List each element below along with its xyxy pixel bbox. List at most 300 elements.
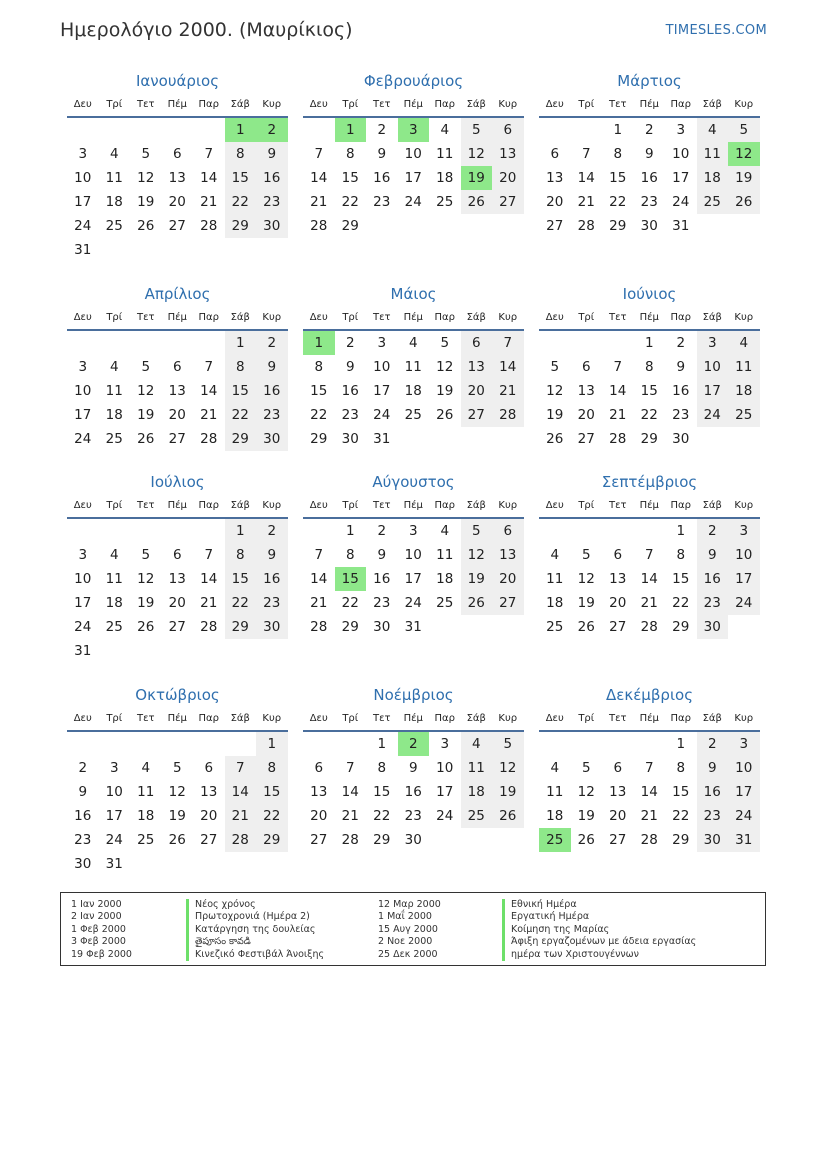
day-cell: 22 <box>609 194 627 210</box>
day-cell: 20 <box>609 595 627 611</box>
day-cell: 20 <box>609 808 627 824</box>
day-cell: 4 <box>141 760 151 776</box>
weekday-label: Σάβ <box>230 713 250 724</box>
empty-cell <box>162 732 194 756</box>
day-cell: 31 <box>728 828 760 852</box>
day-cell: 21 <box>225 804 257 828</box>
day-cell: 18 <box>105 595 123 611</box>
empty-cell <box>99 519 131 543</box>
day-cell: 1 <box>613 122 623 138</box>
day-cell: 28 <box>225 828 257 852</box>
month-name: Ιούλιος <box>150 473 205 491</box>
day-cell: 24 <box>404 194 422 210</box>
day-cell: 6 <box>492 118 524 142</box>
empty-cell <box>99 732 131 756</box>
day-cell: 27 <box>200 832 218 848</box>
day-cell: 5 <box>141 146 151 162</box>
day-cell: 28 <box>609 431 627 447</box>
day-cell: 27 <box>577 431 595 447</box>
day-cell: 6 <box>314 760 324 776</box>
day-cell: 30 <box>373 619 391 635</box>
day-cell: 4 <box>550 760 560 776</box>
weekday-label: Τρί <box>342 713 359 724</box>
day-cell: 6 <box>581 359 591 375</box>
month-name: Απρίλιος <box>144 285 211 303</box>
day-grid <box>67 331 288 451</box>
day-cell: 30 <box>640 218 658 234</box>
day-cell: 26 <box>492 804 524 828</box>
day-cell: 19 <box>577 595 595 611</box>
day-cell: 5 <box>581 760 591 776</box>
empty-cell <box>539 519 571 543</box>
day-cell: 26 <box>577 619 595 635</box>
day-cell: 25 <box>137 832 155 848</box>
day-cell: 25 <box>546 619 564 635</box>
holiday-dates-col-2 <box>378 899 441 961</box>
day-cell: 11 <box>546 784 564 800</box>
day-cell: 31 <box>105 856 123 872</box>
holiday-date: 1 Μαΐ 2000 <box>378 911 432 923</box>
weekday-label: Παρ <box>670 312 691 323</box>
day-cell: 2 <box>78 760 88 776</box>
day-cell: 19 <box>546 407 564 423</box>
day-cell: 9 <box>408 760 418 776</box>
weekday-header <box>539 493 760 519</box>
weekday-label: Τετ <box>136 99 155 110</box>
month-block <box>539 70 760 238</box>
day-cell: 24 <box>728 804 760 828</box>
day-cell: 12 <box>436 359 454 375</box>
day-cell: 9 <box>256 142 288 166</box>
day-cell: 13 <box>168 571 186 587</box>
weekday-label: Κυρ <box>262 312 282 323</box>
day-cell: 4 <box>728 331 760 355</box>
weekday-label: Τετ <box>136 713 155 724</box>
day-cell: 31 <box>373 431 391 447</box>
day-cell: 22 <box>341 194 359 210</box>
day-cell: 5 <box>728 118 760 142</box>
weekday-label: Τετ <box>372 500 391 511</box>
day-grid <box>539 331 760 451</box>
day-cell: 28 <box>577 218 595 234</box>
holiday-name: Κατάργηση της δουλείας <box>186 924 324 936</box>
weekday-label: Τετ <box>608 99 627 110</box>
day-cell: 20 <box>168 407 186 423</box>
day-cell: 28 <box>310 218 328 234</box>
weekday-label: Κυρ <box>734 713 754 724</box>
day-cell: 8 <box>345 146 355 162</box>
day-cell: 5 <box>492 732 524 756</box>
day-cell: 22 <box>256 804 288 828</box>
month-name: Νοέμβριος <box>373 686 454 704</box>
day-cell: 14 <box>640 571 658 587</box>
day-cell: 9 <box>676 359 686 375</box>
weekday-label: Σάβ <box>702 500 722 511</box>
day-cell: 28 <box>200 431 218 447</box>
weekday-label: Κυρ <box>734 312 754 323</box>
day-cell: 10 <box>404 547 422 563</box>
day-cell: 24 <box>697 403 729 427</box>
day-cell: 2 <box>676 335 686 351</box>
day-cell: 12 <box>461 543 493 567</box>
day-cell: 11 <box>436 547 454 563</box>
weekday-label: Τετ <box>136 500 155 511</box>
day-cell: 30 <box>697 828 729 852</box>
weekday-label: Τρί <box>342 312 359 323</box>
day-cell: 9 <box>377 547 387 563</box>
day-cell: 23 <box>640 194 658 210</box>
day-cell: 9 <box>697 543 729 567</box>
weekday-label: Σάβ <box>466 713 486 724</box>
day-cell: 29 <box>341 218 359 234</box>
day-cell: 26 <box>168 832 186 848</box>
day-cell: 25 <box>436 194 454 210</box>
weekday-label: Πέμ <box>167 99 187 110</box>
day-cell: 8 <box>225 355 257 379</box>
day-cell: 6 <box>204 760 214 776</box>
day-cell: 18 <box>697 166 729 190</box>
day-grid <box>67 519 288 663</box>
holiday-day-cell: 3 <box>398 118 430 142</box>
weekday-label: Σάβ <box>230 99 250 110</box>
weekday-label: Πέμ <box>403 500 423 511</box>
weekday-label: Παρ <box>670 99 691 110</box>
day-cell: 24 <box>404 595 422 611</box>
day-cell: 6 <box>613 760 623 776</box>
weekday-label: Σάβ <box>702 312 722 323</box>
month-name: Αύγουστος <box>372 473 455 491</box>
day-cell: 17 <box>373 383 391 399</box>
holiday-date: 2 Ιαν 2000 <box>71 911 122 923</box>
day-cell: 30 <box>697 615 729 639</box>
day-grid <box>303 732 524 852</box>
day-cell: 14 <box>200 571 218 587</box>
day-cell: 27 <box>492 190 524 214</box>
day-cell: 30 <box>672 431 690 447</box>
weekday-label: Πέμ <box>639 713 659 724</box>
day-cell: 14 <box>200 383 218 399</box>
empty-cell <box>303 732 335 756</box>
day-cell: 16 <box>697 567 729 591</box>
day-cell: 14 <box>577 170 595 186</box>
day-cell: 3 <box>78 146 88 162</box>
day-cell: 25 <box>404 407 422 423</box>
day-cell: 29 <box>225 214 257 238</box>
day-cell: 23 <box>373 595 391 611</box>
day-cell: 7 <box>225 756 257 780</box>
day-cell: 23 <box>672 407 690 423</box>
day-cell: 7 <box>314 547 324 563</box>
weekday-label: Τετ <box>372 312 391 323</box>
holiday-date: 3 Φεβ 2000 <box>71 936 126 948</box>
day-cell: 15 <box>640 383 658 399</box>
holiday-name: తైపూసం కావడి <box>186 936 324 948</box>
day-cell: 18 <box>728 379 760 403</box>
empty-cell <box>634 519 666 543</box>
day-cell: 4 <box>440 122 450 138</box>
day-cell: 29 <box>640 431 658 447</box>
day-cell: 18 <box>404 383 422 399</box>
holiday-date: 12 Μαρ 2000 <box>378 899 441 910</box>
day-cell: 16 <box>373 170 391 186</box>
day-cell: 25 <box>461 804 493 828</box>
day-cell: 12 <box>461 142 493 166</box>
day-cell: 28 <box>341 832 359 848</box>
month-block <box>539 471 760 639</box>
day-cell: 25 <box>105 218 123 234</box>
day-cell: 13 <box>168 170 186 186</box>
weekday-header <box>67 305 288 331</box>
day-cell: 4 <box>550 547 560 563</box>
weekday-label: Κυρ <box>262 500 282 511</box>
day-cell: 1 <box>676 523 686 539</box>
day-cell: 11 <box>461 756 493 780</box>
day-cell: 4 <box>109 359 119 375</box>
day-cell: 10 <box>373 359 391 375</box>
day-cell: 14 <box>341 784 359 800</box>
day-cell: 13 <box>609 784 627 800</box>
day-cell: 19 <box>137 194 155 210</box>
weekday-label: Παρ <box>434 99 455 110</box>
day-cell: 16 <box>256 166 288 190</box>
day-cell: 22 <box>672 808 690 824</box>
weekday-label: Πέμ <box>167 500 187 511</box>
day-cell: 1 <box>256 732 288 756</box>
day-cell: 21 <box>609 407 627 423</box>
empty-cell <box>130 519 162 543</box>
day-cell: 13 <box>546 170 564 186</box>
weekday-label: Τετ <box>372 99 391 110</box>
day-cell: 25 <box>105 619 123 635</box>
day-cell: 21 <box>640 595 658 611</box>
day-cell: 8 <box>676 760 686 776</box>
day-cell: 18 <box>436 170 454 186</box>
empty-cell <box>539 118 571 142</box>
weekday-header <box>303 92 524 118</box>
holiday-day-cell: 1 <box>335 118 367 142</box>
day-cell: 25 <box>697 190 729 214</box>
weekday-label: Τρί <box>578 99 595 110</box>
empty-cell <box>335 732 367 756</box>
day-cell: 18 <box>105 194 123 210</box>
month-name: Οκτώβριος <box>135 686 220 704</box>
day-cell: 20 <box>577 407 595 423</box>
empty-cell <box>193 118 225 142</box>
month-name: Μάιος <box>390 285 437 303</box>
day-cell: 14 <box>310 170 328 186</box>
day-cell: 19 <box>461 567 493 591</box>
empty-cell <box>602 519 634 543</box>
weekday-label: Πέμ <box>639 99 659 110</box>
day-cell: 24 <box>74 218 92 234</box>
weekday-label: Δευ <box>73 99 92 110</box>
day-cell: 22 <box>225 591 257 615</box>
holiday-name: Εργατική Ημέρα <box>502 911 696 923</box>
day-cell: 22 <box>373 808 391 824</box>
day-cell: 17 <box>74 595 92 611</box>
day-cell: 3 <box>408 523 418 539</box>
holiday-names-col-2 <box>502 899 696 961</box>
day-cell: 10 <box>728 756 760 780</box>
day-cell: 2 <box>644 122 654 138</box>
holiday-day-cell: 2 <box>256 118 288 142</box>
day-cell: 21 <box>640 808 658 824</box>
day-cell: 20 <box>200 808 218 824</box>
weekday-label: Παρ <box>198 312 219 323</box>
day-cell: 22 <box>672 595 690 611</box>
empty-cell <box>99 331 131 355</box>
holiday-name: Εθνική Ημέρα <box>502 899 696 911</box>
day-cell: 14 <box>200 170 218 186</box>
day-cell: 25 <box>728 403 760 427</box>
day-cell: 7 <box>492 331 524 355</box>
day-cell: 16 <box>672 383 690 399</box>
empty-cell <box>571 331 603 355</box>
day-cell: 5 <box>440 335 450 351</box>
weekday-label: Τετ <box>372 713 391 724</box>
weekday-label: Τρί <box>106 713 123 724</box>
empty-cell <box>99 118 131 142</box>
day-cell: 21 <box>341 808 359 824</box>
day-cell: 19 <box>728 166 760 190</box>
day-cell: 8 <box>676 547 686 563</box>
weekday-header <box>539 706 760 732</box>
day-cell: 21 <box>200 595 218 611</box>
weekday-label: Παρ <box>434 713 455 724</box>
day-cell: 22 <box>640 407 658 423</box>
day-grid <box>539 732 760 852</box>
day-cell: 9 <box>78 784 88 800</box>
day-cell: 11 <box>137 784 155 800</box>
weekday-label: Τρί <box>106 500 123 511</box>
weekday-label: Σάβ <box>466 312 486 323</box>
day-cell: 23 <box>373 194 391 210</box>
weekday-label: Κυρ <box>498 99 518 110</box>
day-cell: 10 <box>74 571 92 587</box>
day-cell: 15 <box>672 784 690 800</box>
day-cell: 27 <box>310 832 328 848</box>
weekday-label: Κυρ <box>262 713 282 724</box>
weekday-label: Κυρ <box>498 713 518 724</box>
day-cell: 18 <box>461 780 493 804</box>
brand-link[interactable]: TIMESLES.COM <box>665 23 767 38</box>
weekday-label: Τρί <box>342 500 359 511</box>
weekday-label: Παρ <box>670 713 691 724</box>
day-cell: 1 <box>377 736 387 752</box>
day-cell: 3 <box>728 519 760 543</box>
day-cell: 16 <box>256 379 288 403</box>
day-cell: 1 <box>644 335 654 351</box>
day-cell: 12 <box>168 784 186 800</box>
day-cell: 27 <box>609 832 627 848</box>
day-cell: 4 <box>697 118 729 142</box>
day-cell: 14 <box>609 383 627 399</box>
day-cell: 28 <box>310 619 328 635</box>
day-cell: 12 <box>577 571 595 587</box>
weekday-label: Παρ <box>434 312 455 323</box>
day-cell: 17 <box>672 170 690 186</box>
day-cell: 15 <box>225 567 257 591</box>
day-cell: 5 <box>461 118 493 142</box>
day-cell: 30 <box>256 214 288 238</box>
empty-cell <box>193 732 225 756</box>
day-cell: 29 <box>310 431 328 447</box>
day-cell: 13 <box>461 355 493 379</box>
day-cell: 23 <box>404 808 422 824</box>
day-cell: 24 <box>74 431 92 447</box>
day-cell: 3 <box>377 335 387 351</box>
empty-cell <box>67 732 99 756</box>
month-block <box>67 471 288 663</box>
month-block <box>67 70 288 262</box>
day-cell: 17 <box>404 571 422 587</box>
day-grid <box>67 732 288 876</box>
day-cell: 6 <box>172 359 182 375</box>
day-cell: 15 <box>341 170 359 186</box>
empty-cell <box>539 732 571 756</box>
day-cell: 7 <box>204 359 214 375</box>
day-cell: 5 <box>550 359 560 375</box>
weekday-label: Σάβ <box>702 99 722 110</box>
empty-cell <box>539 331 571 355</box>
day-cell: 2 <box>697 519 729 543</box>
day-cell: 12 <box>137 170 155 186</box>
day-cell: 19 <box>577 808 595 824</box>
day-cell: 13 <box>609 571 627 587</box>
day-cell: 7 <box>581 146 591 162</box>
day-cell: 26 <box>461 591 493 615</box>
weekday-label: Τρί <box>578 713 595 724</box>
empty-cell <box>303 519 335 543</box>
weekday-label: Τρί <box>106 99 123 110</box>
day-cell: 15 <box>672 571 690 587</box>
day-cell: 17 <box>74 194 92 210</box>
day-cell: 24 <box>74 619 92 635</box>
page-title: Ημερολόγιο 2000. (Μαυρίκιος) <box>60 19 353 41</box>
weekday-label: Δευ <box>73 713 92 724</box>
holiday-date: 25 Δεκ 2000 <box>378 948 438 960</box>
day-cell: 20 <box>492 166 524 190</box>
day-cell: 26 <box>577 832 595 848</box>
day-cell: 12 <box>546 383 564 399</box>
month-name: Σεπτέμβριος <box>601 473 698 491</box>
day-cell: 4 <box>461 732 493 756</box>
holiday-dates-col-1 <box>71 899 132 961</box>
day-cell: 19 <box>492 780 524 804</box>
weekday-label: Παρ <box>198 500 219 511</box>
weekday-header <box>67 493 288 519</box>
empty-cell <box>193 331 225 355</box>
day-cell: 27 <box>168 218 186 234</box>
day-cell: 7 <box>613 359 623 375</box>
month-name: Ιανουάριος <box>135 72 219 90</box>
day-cell: 13 <box>492 543 524 567</box>
weekday-label: Τετ <box>608 713 627 724</box>
holiday-day-cell: 1 <box>303 331 335 355</box>
day-cell: 30 <box>404 832 422 848</box>
day-cell: 23 <box>74 832 92 848</box>
day-cell: 23 <box>341 407 359 423</box>
day-cell: 28 <box>640 832 658 848</box>
month-block <box>539 283 760 451</box>
day-cell: 9 <box>256 543 288 567</box>
day-cell: 2 <box>377 122 387 138</box>
weekday-label: Παρ <box>434 500 455 511</box>
month-block <box>303 684 524 852</box>
weekday-label: Παρ <box>198 713 219 724</box>
holiday-name: Άφιξη εργαζομένων με άδεια εργασίας <box>502 936 696 948</box>
day-cell: 16 <box>341 383 359 399</box>
